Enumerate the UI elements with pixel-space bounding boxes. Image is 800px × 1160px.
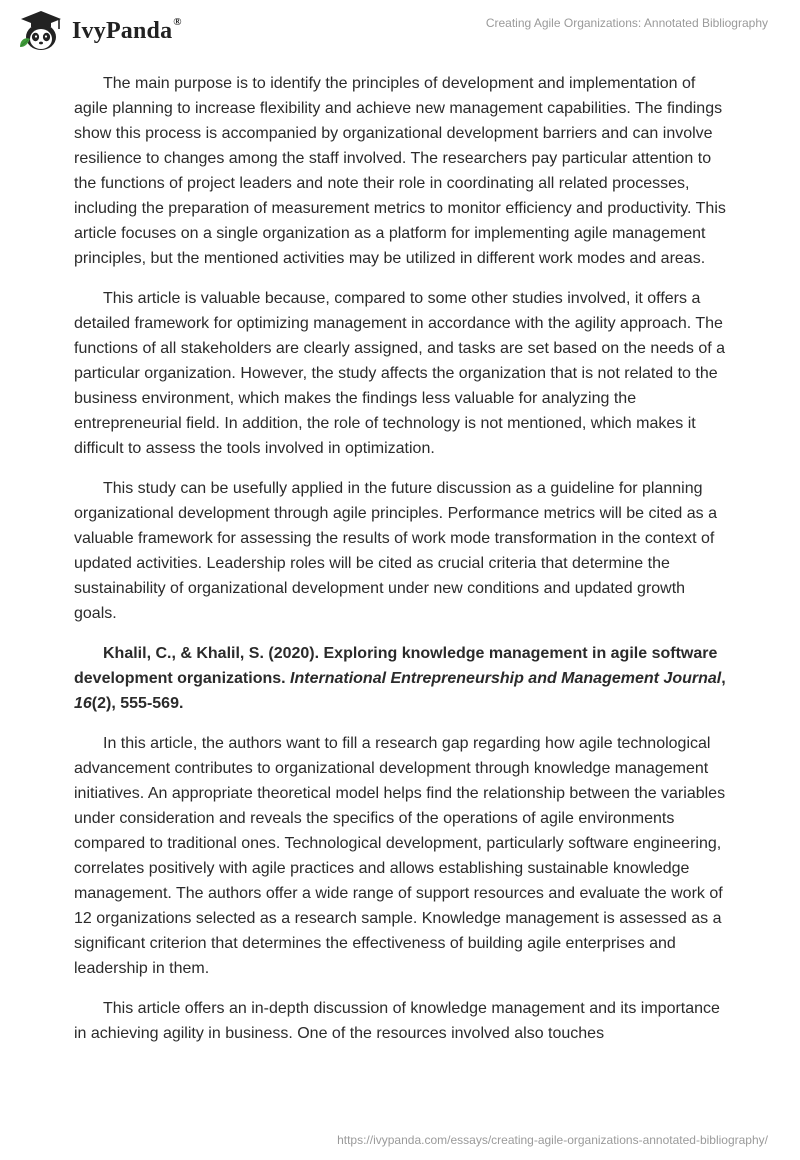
- citation-separator: ,: [721, 670, 726, 687]
- paragraph-2: This article is valuable because, compared to some other studies involved, it offers a detailed framework for optimizing management in accordance with the agility approach. The functions of all stakeholders are clearly assigned, and tasks are set based on the needs of a particular organization. However, the study affects the organization that is not related to the business environment, which makes the findings less valuable for analyzing the entrepreneurial field. In addition, the role of technology is not mentioned, which makes it difficult to assess the tools involved in optimization.: [74, 290, 726, 457]
- document-title: Creating Agile Organizations: Annotated Bibliography: [485, 16, 768, 30]
- paragraph-4: In this article, the authors want to fill a research gap regarding how agile technological advancement contributes to organizational development through knowledge management initiatives. An appropriate theoretical model helps find the relationship between the variables under consideration and reveals the specifics of the operations of agile environments compared to traditional ones. Technological development, particularly software engineering, correlates positively with agile practices and allows establishing sustainable knowledge management. The authors offer a wide range of support resources and evaluate the work of 12 organizations selected as a research sample. Knowledge management is assessed as a significant criterion that determines the effectiveness of building agile enterprises and leadership in them.: [74, 735, 726, 977]
- citation-issue-pages: (2), 555-569.: [91, 695, 184, 712]
- registered-mark: ®: [173, 15, 182, 28]
- citation-authors-title: Khalil, C., & Khalil, S. (2020). Exploring knowledge management in agile software development organizations.: [74, 645, 718, 687]
- paragraph-3: This study can be usefully applied in the future discussion as a guideline for planning organizational development through agile principles. Performance metrics will be cited as a valuable framework for assessing the results of work mode transformation in the context of updated activities. Leadership roles will be cited as crucial criteria that determine the sustainability of organizational development under new conditions and updated growth goals.: [74, 480, 717, 622]
- source-url[interactable]: https://ivypanda.com/essays/creating-agile-organizations-annotated-bibliography/: [337, 1133, 768, 1147]
- citation-journal: International Entrepreneurship and Management Journal: [290, 670, 722, 687]
- panda-logo-icon: [16, 9, 66, 53]
- essay-body: [74, 71, 726, 1061]
- ivypanda-logo[interactable]: [16, 9, 182, 53]
- page-header: [0, 0, 800, 60]
- paragraph-5: This article offers an in-depth discussion of knowledge management and its importance in achieving agility in business. One of the resources involved also touches: [74, 1000, 720, 1042]
- citation-reference: [74, 641, 726, 716]
- paragraph-1: The main purpose is to identify the principles of development and implementation of agile planning to increase flexibility and achieve new management capabilities. The findings show this process is accompanied by organizational development barriers and can involve resilience to changes among the staff involved. The researchers pay particular attention to the functions of project leaders and note their role in coordinating all related processes, including the preparation of measurement metrics to monitor efficiency and productivity. This article focuses on a single organization as a platform for implementing agile management principles, but the mentioned activities may be utilized in different work modes and areas.: [74, 75, 726, 267]
- citation-volume: 16: [74, 695, 92, 712]
- brand-name: IvyPanda®: [72, 15, 182, 44]
